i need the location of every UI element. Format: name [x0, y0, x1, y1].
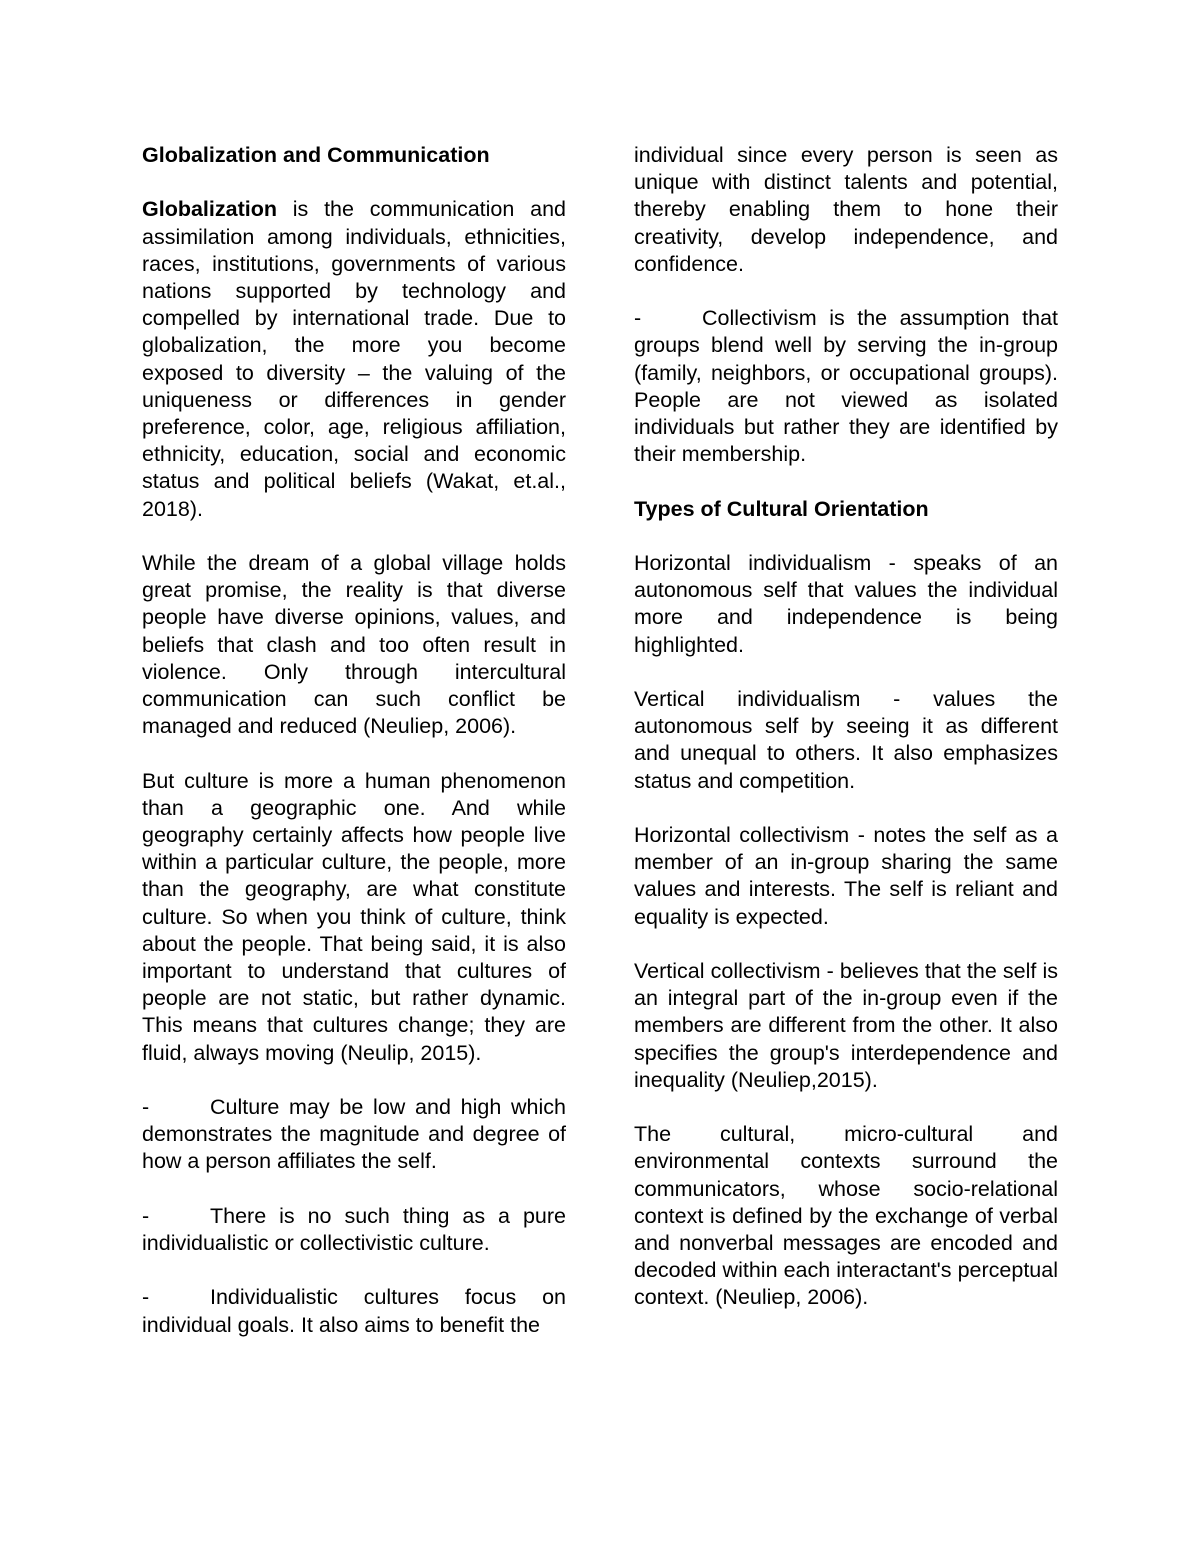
bullet-text: Individualistic cultures focus on individual goals. It also aims to benefit the	[142, 1285, 566, 1337]
bullet-dash: -	[634, 306, 642, 331]
bullet-text: Culture may be low and high which demonstrates the magnitude and degree of how a person affiliates the self.	[142, 1095, 566, 1174]
bullet-individualistic-cultures	[142, 1284, 566, 1338]
bullet-dash: -	[142, 1285, 150, 1310]
bullet-no-pure-culture	[142, 1203, 566, 1257]
section-title: Globalization and Communication	[142, 143, 490, 167]
bullet-dash: -	[142, 1095, 150, 1120]
global-village-paragraph: While the dream of a global village holds great promise, the reality is that diverse people have diverse opinions, values, and beliefs that clash and too often result in violence. Only through intercultural communication can such conflict be managed and reduced (Neuliep, 2006).	[142, 551, 566, 739]
bullet-collectivism	[634, 305, 1058, 468]
vertical-individualism-paragraph: Vertical individualism - values the autonomous self by seeing it as different and unequal to others. It also emphasizes status and competition.	[634, 687, 1058, 793]
left-column	[142, 142, 566, 1366]
bullet-text: There is no such thing as a pure individualistic or collectivistic culture.	[142, 1203, 566, 1256]
globalization-definition: is the communication and assimilation among individuals, ethnicities, races, institutions, governments of various nations supported by technology and compelled by international trade. Due to globalization, the more you become exposed to diversity – the valuing of the uniqueness or differences in gender preference, color, age, religious affiliation, ethnicity, education, social and economic status and political beliefs (Wakat, et.al., 2018).	[142, 197, 566, 521]
horizontal-individualism-paragraph: Horizontal individualism - speaks of an autonomous self that values the individual more and independence is being highlighted.	[634, 551, 1058, 657]
globalization-term: Globalization	[142, 197, 277, 222]
right-column	[634, 142, 1058, 1339]
cultural-orientation-heading: Types of Cultural Orientation	[634, 496, 929, 521]
bullet-text: Collectivism is the assumption that groups blend well by serving the in-group (family, neighbors, or occupational groups). People are not viewed as isolated individuals but rather they are identified by their membership.	[634, 306, 1058, 467]
horizontal-collectivism-paragraph: Horizontal collectivism - notes the self as a member of an in-group sharing the same values and interests. The self is reliant and equality is expected.	[634, 823, 1058, 929]
continuation-paragraph: individual since every person is seen as unique with distinct talents and potential, thereby enabling them to hone their creativity, develop independence, and confidence.	[634, 143, 1058, 276]
globalization-paragraph	[142, 196, 566, 522]
culture-paragraph: But culture is more a human phenomenon than a geographic one. And while geography certainly affects how people live within a particular culture, the people, more than the geography, are what constitute culture. So when you think of culture, think about the people. That being said, it is also important to understand that cultures of people are not static, but rather dynamic. This means that cultures change; they are fluid, always moving (Neulip, 2015).	[142, 768, 566, 1065]
bullet-culture-low-high	[142, 1094, 566, 1176]
bullet-dash: -	[142, 1203, 150, 1228]
vertical-collectivism-paragraph: Vertical collectivism - believes that the self is an integral part of the in-group even if the members are different from the other. It also specifies the group's interdependence and inequality (Neuliep,2015).	[634, 959, 1058, 1092]
closing-paragraph: The cultural, micro-cultural and environmental contexts surround the communicators, whose socio-relational context is defined by the exchange of verbal and nonverbal messages are encoded and decoded within each interactant's perceptual context. (Neuliep, 2006).	[634, 1122, 1058, 1310]
